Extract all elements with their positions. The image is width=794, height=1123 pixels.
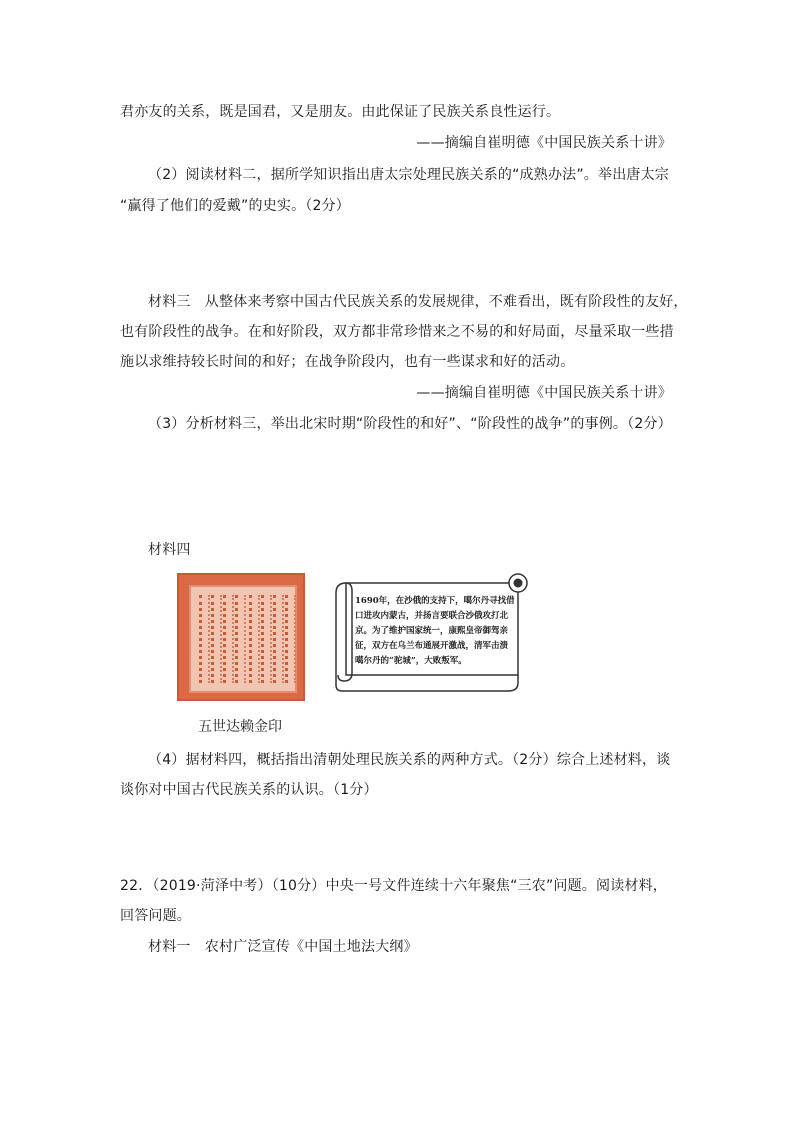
source-citation: ——摘编自崔明德《中国民族关系十讲》 — [416, 135, 672, 151]
question-4-cont: 谈你对中国古代民族关系的认识。（1分） — [120, 782, 378, 798]
question-3: （3）分析材料三，举出北宋时期“阶段性的和好”、“阶段性的战争”的事例。（2分） — [148, 416, 672, 432]
question-2: （2）阅读材料二，据所学知识指出唐太宗处理民族关系的“成熟办法”。举出唐太宗 — [148, 167, 670, 183]
material-3-cont2: 施以求维持较长时间的和好；在战争阶段内，也有一些谋求和好的活动。 — [120, 354, 575, 370]
question-22-cont: 回答问题。 — [120, 908, 191, 924]
question-2-cont: “赢得了他们的爱戴”的史实。（2分） — [120, 198, 351, 214]
material-3: 材料三 从整体来考察中国古代民族关系的发展规律，不难看出，既有阶段性的友好， — [148, 294, 688, 310]
scroll-text: 1690年，在沙俄的支持下，噶尔丹寻找借口进攻内蒙古，并扬言要联合沙俄攻打北京。为了维护国家统一，康熙皇帝御驾亲征，双方在乌兰布通展开激战，清军击溃噶尔丹的“驼城”，大败叛军。 — [355, 596, 515, 666]
material-4-label: 材料四 — [148, 542, 191, 558]
material-3-cont: 也有阶段性的战争。在和好阶段，双方都非常珍惜来之不易的和好局面，尽量采取一些措 — [120, 324, 674, 340]
text-line: 君亦友的关系，既是国君，又是朋友。由此保证了民族关系良性运行。 — [120, 104, 561, 120]
material-1: 材料一 农村广泛宣传《中国土地法大纲》 — [148, 939, 418, 955]
seal-caption: 五世达赖金印 — [198, 719, 282, 735]
question-22: 22．（2019·菏泽中考）（10分）中央一号文件连续十六年聚焦“三农”问题。阅读材料， — [120, 878, 668, 894]
dalai-lama-gold-seal-image — [177, 573, 305, 701]
question-4: （4）据材料四，概括指出清朝处理民族关系的两种方式。（2分）综合上述材料，谈 — [148, 752, 671, 768]
source-citation-3: ——摘编自崔明德《中国民族关系十讲》 — [416, 385, 672, 401]
